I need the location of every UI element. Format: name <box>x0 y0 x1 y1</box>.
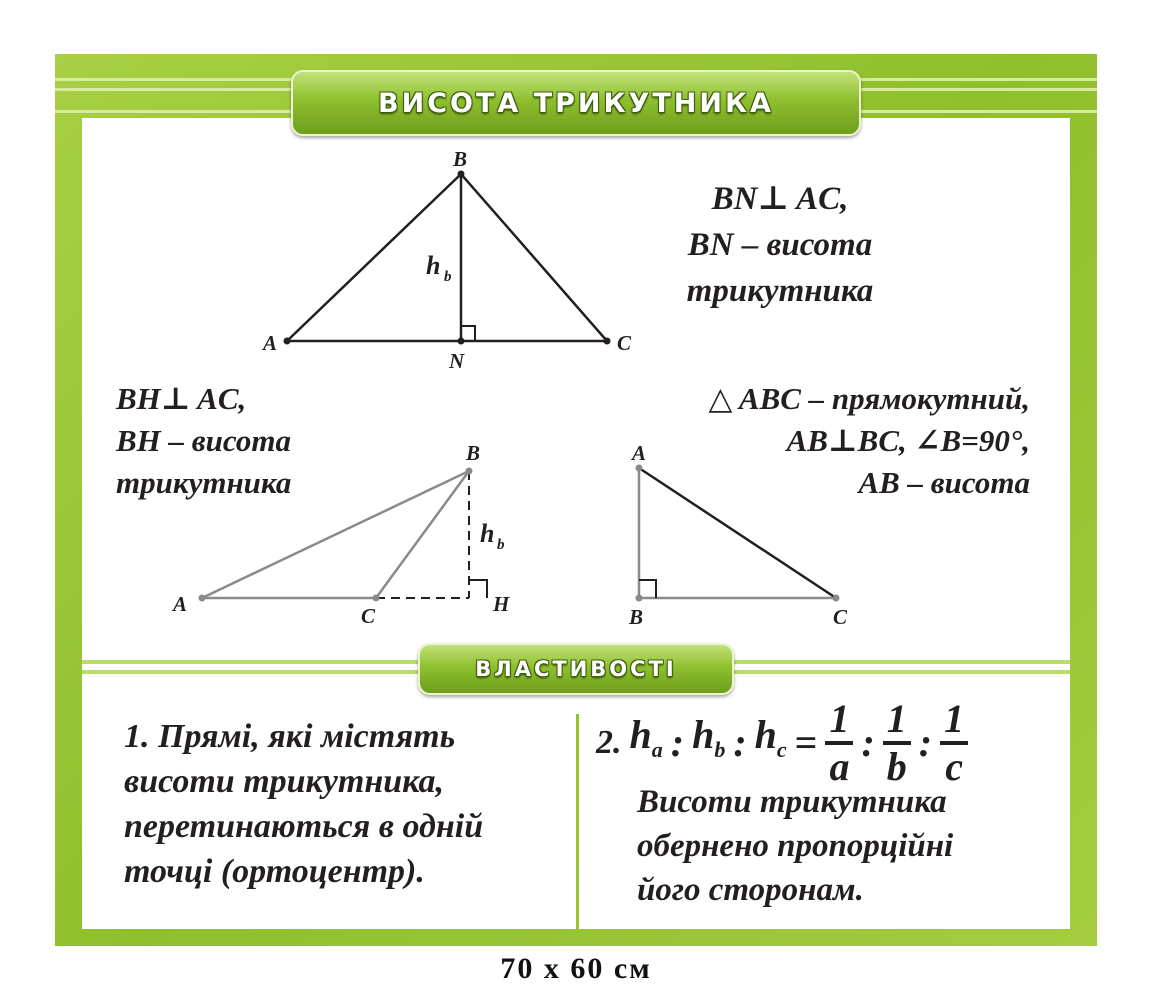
label-b: B <box>629 605 644 629</box>
point-c <box>833 595 840 602</box>
point-c <box>604 338 611 345</box>
property-line: висоти трикутника, <box>124 763 444 800</box>
label-c: C <box>361 604 376 628</box>
label-a: A <box>173 592 188 616</box>
h-symbol: h <box>754 712 777 757</box>
caption-line: трикутника <box>116 465 292 500</box>
label-height: h <box>480 519 495 548</box>
size-label: 70 x 60 см <box>500 952 652 985</box>
point-c <box>373 595 380 602</box>
caption-line: BN – висота <box>687 227 873 263</box>
colon: : <box>670 719 685 765</box>
property-number: 2. <box>596 723 622 761</box>
point-a <box>199 595 206 602</box>
property-line: його сторонам. <box>637 872 864 908</box>
denominator: c <box>945 743 963 789</box>
point-a <box>284 338 291 345</box>
right-angle-mark <box>469 580 487 598</box>
caption-line: AB – висота <box>858 465 1030 500</box>
colon: : <box>918 719 933 765</box>
caption-line: BH – висота <box>116 423 291 458</box>
label-h-subscript: b <box>444 269 452 285</box>
poster-title: ВИСОТА ТРИКУТНИКА <box>378 87 774 119</box>
point-n <box>458 338 465 345</box>
denominator: a <box>829 743 850 789</box>
triangle-1-caption <box>660 176 900 314</box>
numerator: 1 <box>825 697 853 745</box>
numerator: 1 <box>883 697 911 745</box>
label-c: C <box>833 605 848 629</box>
property-line: точці (ортоцентр). <box>124 853 425 890</box>
caption-line: △ ABC – прямокутний, <box>708 381 1030 416</box>
h-symbol: h <box>692 712 715 757</box>
point-b <box>466 468 473 475</box>
subscript-c: c <box>776 737 787 762</box>
denominator: b <box>886 743 907 789</box>
triangle-3-caption <box>708 378 1030 504</box>
property-line: перетинаються в одній <box>124 808 484 845</box>
label-b: B <box>466 441 481 465</box>
label-n: N <box>449 349 465 373</box>
caption-line: BN⊥ AC, <box>711 181 849 217</box>
caption-line: AB⊥BC, ∠B=90°, <box>786 423 1030 458</box>
h-symbol: h <box>629 712 652 757</box>
label-height-subscript: b <box>497 537 505 553</box>
point-b <box>636 595 643 602</box>
side-bc <box>376 471 469 598</box>
fraction-1-over-a <box>825 697 853 789</box>
property-line: обернено пропорційні <box>637 828 954 864</box>
triangle-1-outline <box>287 174 607 341</box>
property-1-text <box>124 714 483 894</box>
label-a: A <box>263 331 278 355</box>
numerator: 1 <box>940 697 968 745</box>
triangle-1 <box>261 147 632 373</box>
caption-line: трикутника <box>686 273 874 309</box>
triangle-2-caption <box>116 378 291 504</box>
subscript-b: b <box>714 737 726 762</box>
fraction-1-over-b <box>883 697 911 789</box>
label-a: A <box>632 441 647 465</box>
point-a <box>636 465 643 472</box>
equals-sign: = <box>794 719 818 765</box>
label-h: h <box>426 251 441 280</box>
colon: : <box>861 719 875 765</box>
properties-title: ВЛАСТИВОСТІ <box>475 657 677 681</box>
fraction-1-over-c <box>940 697 968 789</box>
right-angle-mark <box>639 580 656 598</box>
property-line: 1. Прямі, які містять <box>124 718 456 755</box>
label-h: H <box>493 592 510 616</box>
label-c: C <box>617 331 632 355</box>
label-b: B <box>453 147 468 171</box>
property-line: Висоти трикутника <box>637 784 947 820</box>
caption-line: BH⊥ AC, <box>116 381 247 416</box>
subscript-a: a <box>651 737 663 762</box>
colon: : <box>733 719 747 765</box>
point-b <box>458 171 465 178</box>
property-2-text <box>637 780 953 912</box>
